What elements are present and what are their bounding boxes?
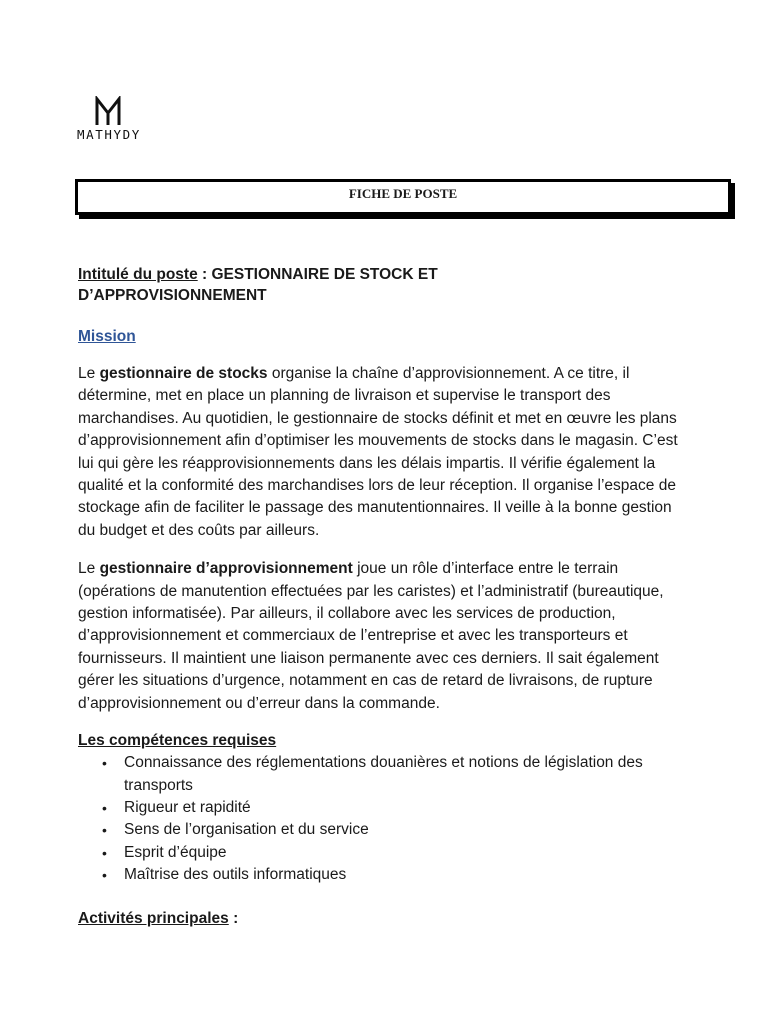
skill-text: Maîtrise des outils informatiques: [124, 866, 347, 884]
job-title-line-1: [78, 264, 690, 285]
bullet-icon: •: [102, 822, 107, 839]
logo-monogram-icon: [93, 96, 123, 126]
para1-text: organise la chaîne d’approvisionnement. A ce titre, il détermine, met en place un planning de livraison et supervise le transport des marchandises. Au quotidien, le gestionnaire de stocks définit et met en œuvre les plans d’approvisionnement afin d’optimiser les mouvements de stocks dans le magasin. C’est lui qui gère les réapprovisionnements dans les délais impartis. Il vérifie également la qualité et la conformité des marchandises lors de leur réception. Il organise l’espace de stockage afin de faciliter le passage des manutentionnaires. Il veille à la bonne gestion du budget et des coûts par ailleurs.: [78, 365, 678, 539]
para2-prefix: Le: [78, 560, 100, 578]
list-item: [78, 752, 690, 797]
job-title-line-2: D’APPROVISIONNEMENT: [78, 287, 267, 304]
document-type-title: FICHE DE POSTE: [75, 179, 731, 215]
para1-bold: gestionnaire de stocks: [99, 365, 268, 382]
para2-bold: gestionnaire d’approvisionnement: [99, 560, 353, 578]
activities-heading-line: [78, 909, 690, 929]
job-title-separator: :: [197, 266, 212, 283]
job-title-value-1: GESTIONNAIRE DE STOCK ET: [211, 266, 438, 283]
skill-text: Sens de l’organisation et du service: [124, 821, 369, 839]
list-item: [78, 842, 690, 864]
stock-manager-paragraph: [78, 363, 690, 542]
bullet-icon: •: [102, 867, 107, 884]
para2-text: joue un rôle d’interface entre le terrain (opérations de manutention effectuées par les caristes) et l’administratif (bureautique, gestion informatisée). Par ailleurs, il collabore avec les services de production, d’approvisionnement et commerciaux de l’entreprise et avec les transporteurs et fournisseurs. Il maintient une liaison permanente avec ces derniers. Il sait également gérer les situations d’urgence, notamment en cas de retard de livraisons, de rupture d’approvisionnement ou d’erreur dans la commande.: [78, 560, 664, 712]
para1-prefix: Le: [78, 365, 100, 382]
supply-manager-paragraph: [78, 558, 690, 715]
bullet-icon: •: [102, 844, 107, 861]
company-logo: [77, 96, 149, 142]
skills-heading: Les compétences requises: [78, 732, 277, 750]
mission-heading: Mission: [78, 328, 136, 345]
skill-text: Connaissance des réglementations douanières et notions de législation des transports: [124, 754, 643, 794]
document-body: [78, 264, 690, 929]
skill-text: Rigueur et rapidité: [124, 798, 251, 816]
skill-text: Esprit d’équipe: [124, 843, 227, 861]
document-header-box: [75, 179, 735, 219]
list-item: [78, 864, 690, 886]
bullet-icon: •: [102, 755, 107, 772]
list-item: [78, 819, 690, 841]
list-item: [78, 797, 690, 819]
activities-suffix: :: [228, 909, 239, 927]
logo-wordmark: MATHYDY: [77, 127, 141, 142]
bullet-icon: •: [102, 799, 107, 816]
skills-list: [78, 752, 690, 886]
job-title-label: Intitulé du poste: [78, 266, 198, 283]
activities-heading: Activités principales: [78, 909, 229, 927]
